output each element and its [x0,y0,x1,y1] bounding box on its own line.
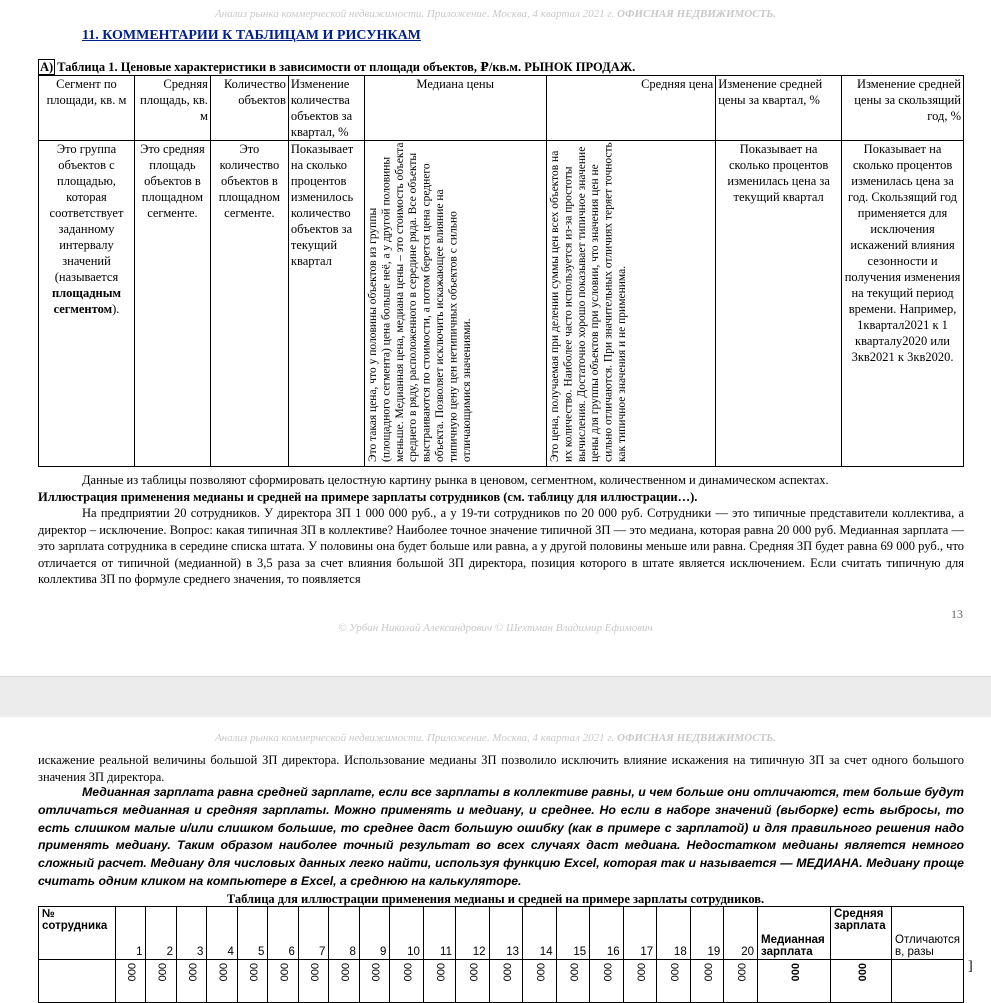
table-cell [546,141,716,467]
vertical-text-mean: Это цена, получаемая при делении суммы цен всех объектов на их количество. Наиболее часто используется из-за простоты вычисления. Достаточно хорошо показывает типичное значение цены для группы объектов при условии, что значения цен не сильно отличаются. При значительных отличиях теряет точность как типичное значения и не применима. [548,142,628,462]
table-cell-value: 000 [735,963,748,982]
header-cell-employee-number: 1 [116,907,146,960]
header-cell: Сегмент по площади, кв. м [39,76,135,141]
table-cell [207,960,237,1003]
table-body-row [39,141,964,467]
header-cell-employee-number: 5 [237,907,267,960]
italic-paragraph: Медианная зарплата равна средней зарплате, если все зарплаты в коллективе равны, и чем больше они отличаются, тем больше будут отличаться медианная и средняя зарплаты. Можно применять и медиану, и среднее. Но если в наборе значений (выборке) есть выбросы, то есть слишком малые и/или слишком большие, то среднее даст большую ошибку (как в примере с зарплатой) и для правильного решения надо применять медиану. Таким образом наиболее точный результат во всех случаях даст медиана. Недостатком медианы является немного сложный расчет. Медиану для числовых данных легко найти, используя функцию Excel, которая так и называется — МЕДИАНА. Медиану проще считать одним кликом на компьютере в Excel, а среднюю на калькуляторе. [38,785,964,888]
header-cell-employee-number: 3 [176,907,206,960]
header-cell: Количество объектов [210,76,288,141]
header-cell-employee-number: 17 [623,907,657,960]
table-cell-value: 000 [788,963,801,982]
table-cell-value: 000 [308,963,321,982]
header-cell-employee-number: 7 [298,907,328,960]
table-cell [359,960,389,1003]
table-cell-value: 000 [338,963,351,982]
table-cell [523,960,557,1003]
table-cell-value: 000 [567,963,580,982]
table-cell [690,960,724,1003]
continuation-paragraph: искажение реальной величины большой ЗП директора. Использование медианы ЗП позволило исключить влияние искажения на типичную ЗП за счет одного большого значения ЗП директора. [38,753,964,784]
table-cell-value: 000 [600,963,613,982]
running-header [0,732,991,744]
table-header-row [39,76,964,141]
page-separator [0,676,991,718]
table-cell: Это количество объектов в площадном сегменте. [210,141,288,467]
header-cell-employee-number: 6 [268,907,298,960]
table-cell [724,960,758,1003]
table-header-row [39,907,964,960]
header-highlight: ОФИСНАЯ НЕДВИЖИМОСТЬ. [617,8,777,20]
table-row [39,960,964,1003]
header-cell: Изменение средней цены за квартал, % [716,76,842,141]
header-cell-employee-number: 18 [657,907,691,960]
header-cell-mean: Средняя зарплата [831,907,892,960]
table-2-caption: Таблица для иллюстрации применения медианы и средней на примере зарплаты сотрудников. [226,892,765,906]
table-cell: Это группа объектов с площадью, которая соответствует заданному интервалу значений (называется площадным сегментом). [39,141,135,467]
table-cell [298,960,328,1003]
header-cell: Изменение средней цены за скользящий год, % [842,76,964,141]
table-cell [758,960,831,1003]
table-cell [146,960,176,1003]
table-cell [268,960,298,1003]
table-2 [38,906,964,1003]
table-cell [39,960,116,1003]
header-cell-employee-number: 9 [359,907,389,960]
table-cell [456,960,490,1003]
table-1 [38,75,964,467]
header-highlight: ОФИСНАЯ НЕДВИЖИМОСТЬ. [617,732,777,744]
table-cell-value: 000 [533,963,546,982]
table-cell-value: 000 [701,963,714,982]
table-cell [364,141,546,467]
header-cell-employee-number: 8 [329,907,359,960]
table-cell [237,960,267,1003]
running-header [0,8,991,20]
table-cell [590,960,624,1003]
table-cell-value: 000 [466,963,479,982]
page-footer: © Урбан Николай Александрович © Шехтман Владимир Ефимович [338,622,653,634]
table-cell-value: 000 [500,963,513,982]
table-cell-value: 000 [433,963,446,982]
header-text: Анализ рынка коммерческой недвижимости. Приложение. Москва, 4 квартал 2021 г. [214,8,615,20]
table-cell-value: 000 [216,963,229,982]
header-cell: Изменение количества объектов за квартал, % [288,76,364,141]
table-cell: Показывает на сколько процентов изменилась цена за год. Скользящий год применяется для исключения искажений влияния сезонности и получения изменения на текущий период времени. Например, 1квартал2021 к 1 кварталу2020 или 3кв2021 к 3кв2020. [842,141,964,467]
table-cell-value: 000 [277,963,290,982]
table-cell: Показывает на сколько процентов изменилась цена за текущий квартал [716,141,842,467]
table-cell [657,960,691,1003]
table-cell-value: 000 [855,963,868,982]
header-cell-employee-number: 2 [146,907,176,960]
vertical-text-median: Это такая цена, что у половины объектов из группы (площадного сегмента) цена больше неё, а у другой половины меньше. Медианная цена, медиана цены – это стоимость объекта среднего в ряду, расположенного в середине ряда. Все объекты выстраиваются по стоимости, а потом берется цена среднего объекта. Позволяет исключить искажающее влияние на типичную цену цен нетипичных объектов с сильно отличающимися значениями. [366,142,473,462]
table-cell [556,960,590,1003]
table-cell [623,960,657,1003]
table-cell [423,960,455,1003]
table-cell-value: 000 [401,963,414,982]
bracket-mark: ] [968,959,973,974]
table-cell: Это средняя площадь объектов в площадном сегменте. [134,141,210,467]
header-cell: Медиана цены [364,76,546,141]
document-page-2 [0,717,991,989]
caption-box: А) [40,60,54,74]
caption-text: Таблица 1. Ценовые характеристики в зависимости от площади объектов, ₽/кв.м. РЫНОК ПРОДАЖ. [57,60,636,74]
header-cell-employee-number: 19 [690,907,724,960]
table-cell [892,960,964,1003]
header-text: Анализ рынка коммерческой недвижимости. Приложение. Москва, 4 квартал 2021 г. [214,732,615,744]
table-cell: Показывает на сколько процентов изменилось количество объектов за текущий квартал [288,141,364,467]
body-paragraph: На предприятии 20 сотрудников. У директора ЗП 1 000 000 руб., а у 19-ти сотрудников по 20 000 руб. Сотрудники — это типичные представители коллектива, а директор – исключение. Вопрос: какая типичная ЗП в коллективе? Наиболее точное значение типичной ЗП — это медиана, которая равна 20 000 руб. Медианная зарплата — это зарплата сотрудника в середине списка штата. У половины она будет больше или равна, а у другой половины меньше или равна. Средняя ЗП будет равна 69 000 руб., что отличается от типичной (медианной) в 3,5 раза за счет влияния большой ЗП директора, позиция которого в штате является исключением. Если считать типичную для коллектива ЗП по формуле среднего значения, то появляется [38,506,964,586]
table-cell [390,960,424,1003]
header-cell-employee-number: 11 [423,907,455,960]
table-cell-value: 000 [247,963,260,982]
header-cell-employee-number: 4 [207,907,237,960]
header-cell: Средняя площадь, кв. м [134,76,210,141]
illustration-title: Иллюстрация применения медианы и средней на примере зарплаты сотрудников (см. таблицу для иллюстрации…). [38,490,698,504]
table-cell-value: 000 [369,963,382,982]
header-cell-employee-number: 16 [590,907,624,960]
table-cell-value: 000 [634,963,647,982]
header-cell-employee-number: 13 [489,907,523,960]
section-title: 11. КОММЕНТАРИИ К ТАБЛИЦАМ И РИСУНКАМ [82,28,421,43]
header-cell-employee-number: 10 [390,907,424,960]
header-cell-employee-number: 12 [456,907,490,960]
header-cell-median: Медианная зарплата [758,907,831,960]
table-cell [329,960,359,1003]
page-number: 13 [951,607,963,621]
header-cell-diff: Отличаются в, разы [892,907,964,960]
table-cell-value: 000 [125,963,138,982]
table-cell-value: 000 [186,963,199,982]
table-note: Данные из таблицы позволяют сформировать целостную картину рынка в ценовом, сегментном, количественном и динамическом аспектах. [82,473,829,487]
table-cell-value: 000 [155,963,168,982]
header-cell-employee: № сотрудника [39,907,116,960]
table-cell [116,960,146,1003]
header-cell-employee-number: 14 [523,907,557,960]
table-cell [176,960,206,1003]
table-cell [489,960,523,1003]
table-caption [38,59,635,75]
header-cell-employee-number: 15 [556,907,590,960]
table-cell [831,960,892,1003]
header-cell: Средняя цена [546,76,716,141]
header-cell-employee-number: 20 [724,907,758,960]
table-cell-value: 000 [667,963,680,982]
